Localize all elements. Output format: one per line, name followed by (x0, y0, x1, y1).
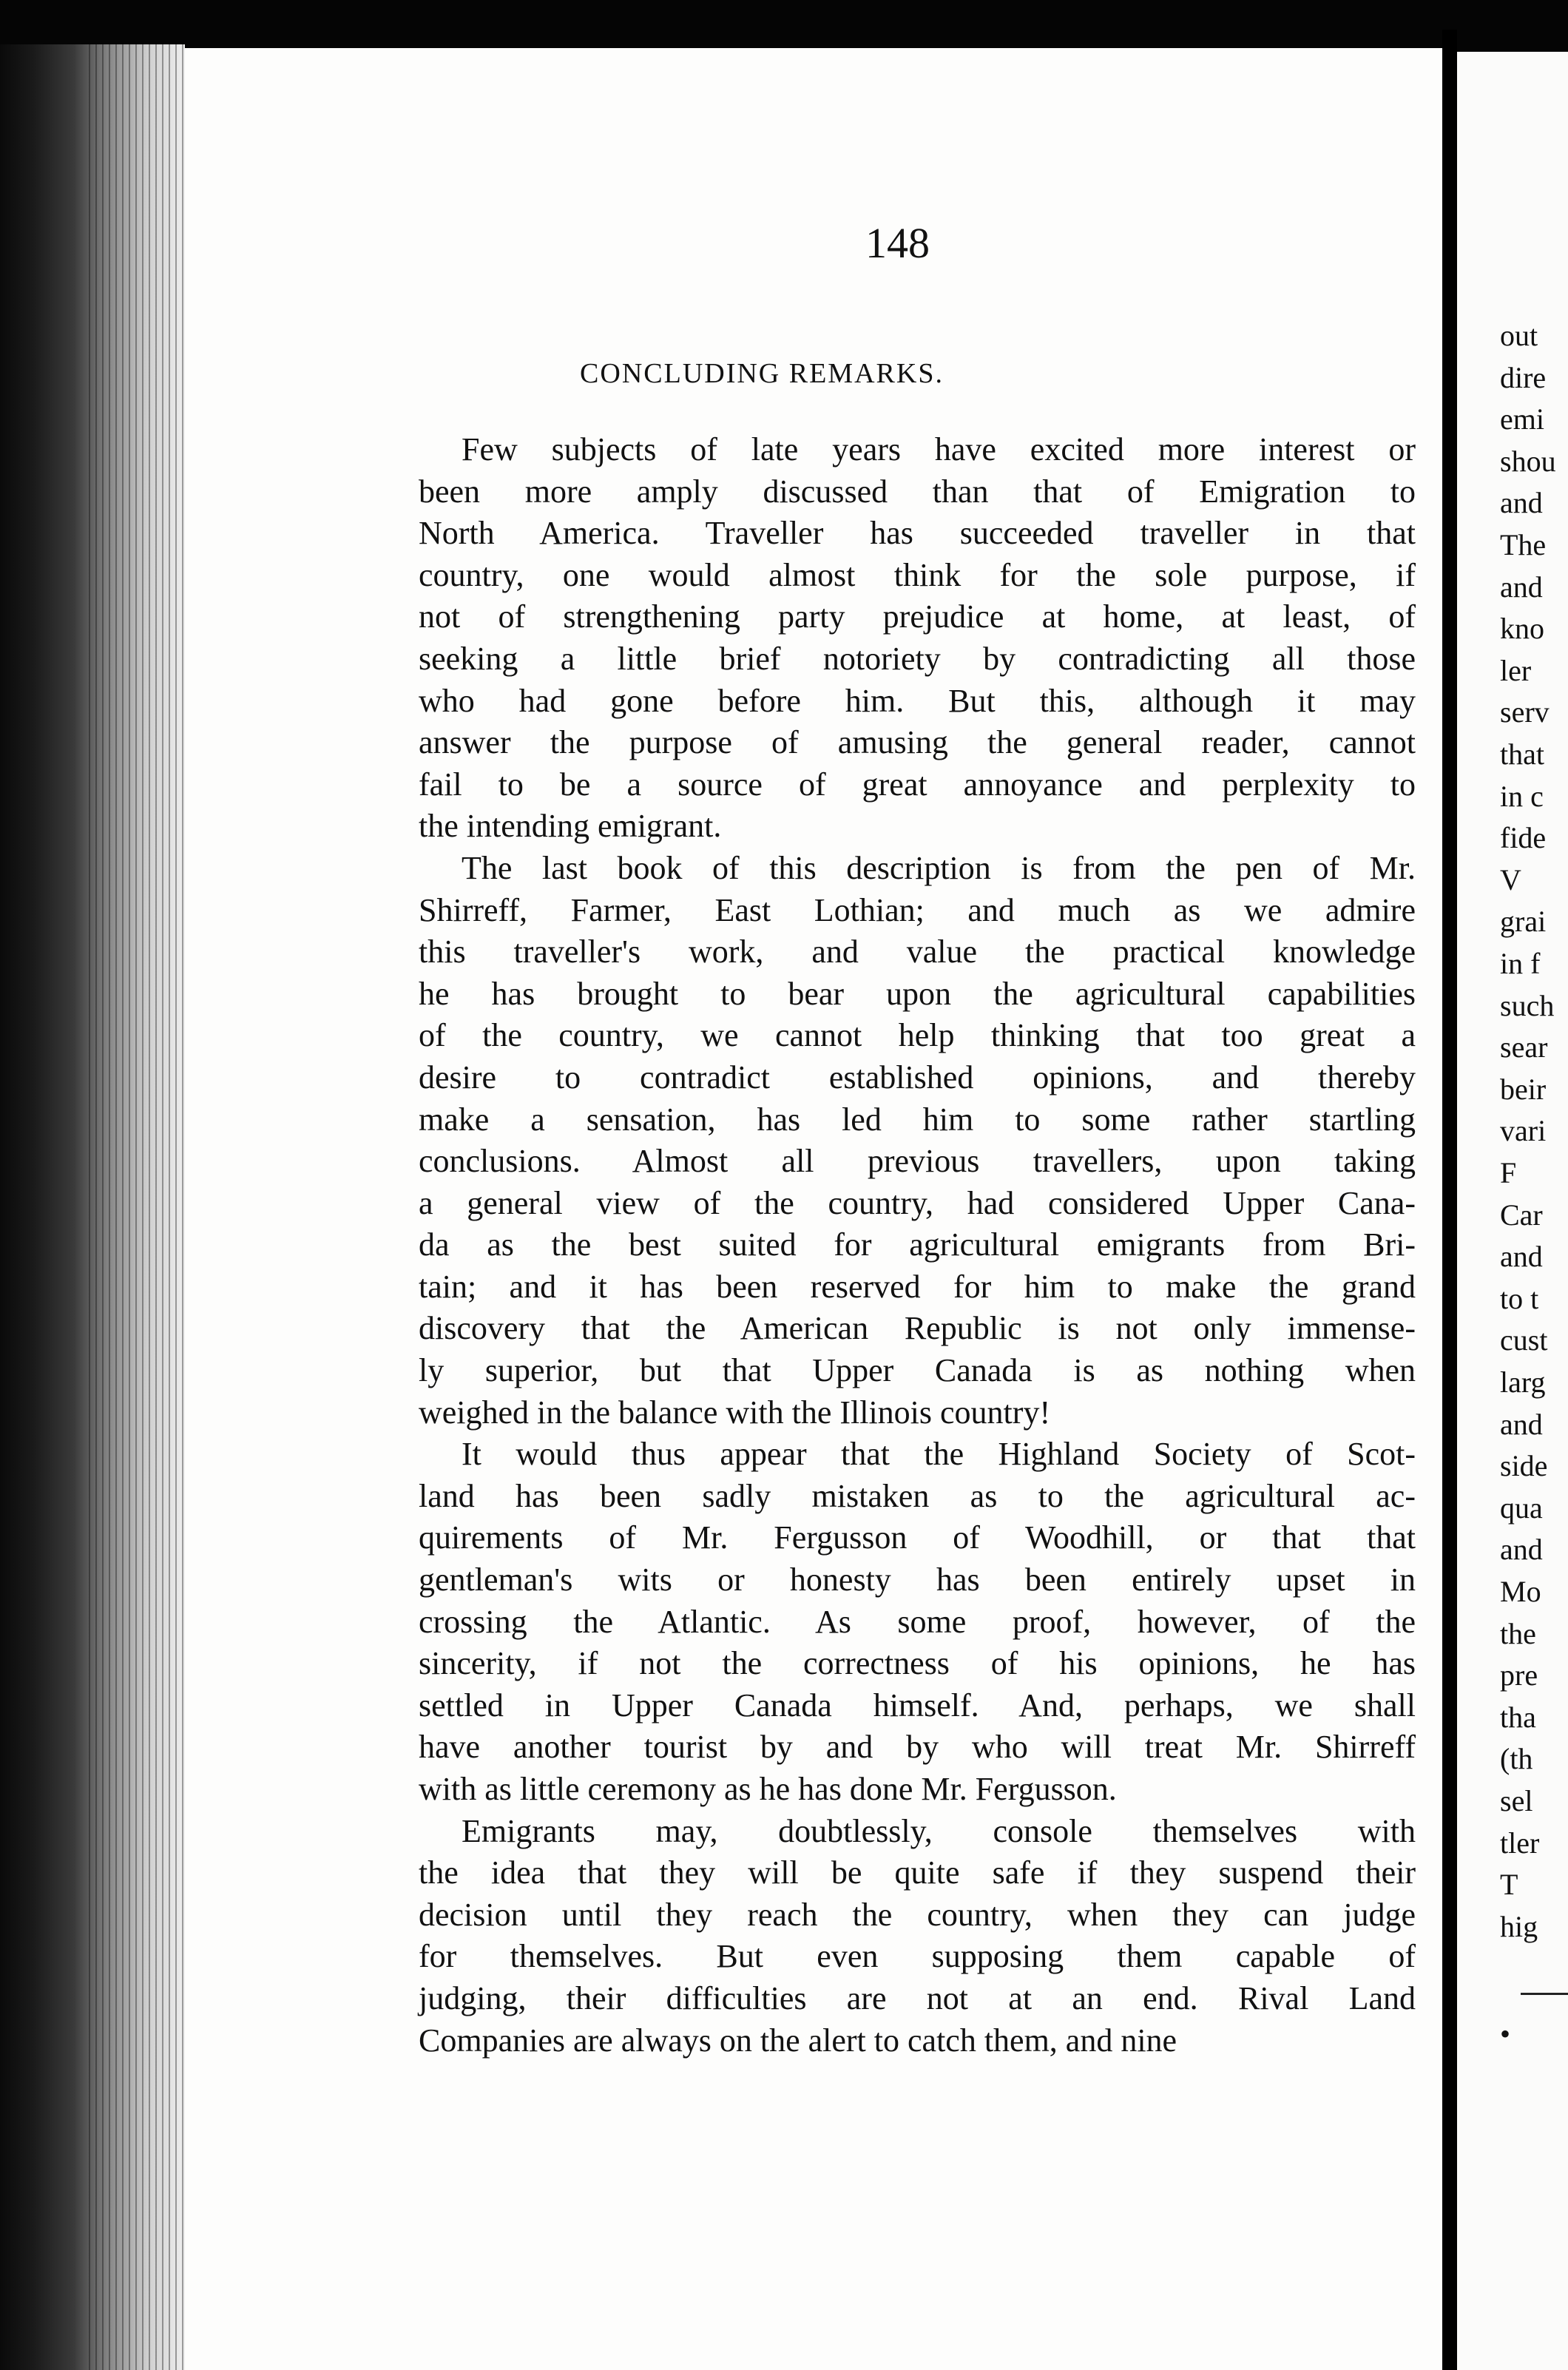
body-text (419, 429, 1416, 2062)
next-page-line-fragment: that (1500, 737, 1544, 771)
next-page-line-fragment: V (1500, 862, 1521, 897)
text-line: not of strengthening party prejudice at home, at least, of (419, 598, 1416, 635)
next-page-line-fragment: out (1500, 319, 1538, 352)
paragraph (419, 1811, 1416, 2062)
text-line: It would thus appear that the Highland Society of Scot- (462, 1436, 1416, 1473)
next-page-line-fragment: (th (1500, 1742, 1533, 1776)
next-page-line-fragment: and (1500, 1240, 1543, 1274)
text-line: the intending emigrant. (419, 808, 722, 845)
paragraph (419, 1434, 1416, 1810)
text-line: who had gone before him. But this, although it may (419, 682, 1416, 719)
text-line: this traveller's work, and value the practical knowledge (419, 934, 1416, 970)
next-page-line-fragment: and (1500, 570, 1543, 604)
next-page-line-fragment: tha (1500, 1700, 1536, 1734)
next-page-line-fragment: larg (1500, 1365, 1546, 1399)
next-page-line-fragment: tler (1500, 1826, 1540, 1860)
paragraph (419, 848, 1416, 1434)
next-page-line-fragment: serv (1500, 695, 1550, 729)
text-line: Shirreff, Farmer, East Lothian; and much as we admire (419, 891, 1416, 928)
next-page-line-fragment: side (1500, 1449, 1548, 1483)
next-page-line-fragment: • (1500, 2017, 1511, 2050)
text-line: crossing the Atlantic. As some proof, however, of the (419, 1603, 1416, 1640)
paragraph (419, 429, 1416, 848)
next-page-line-fragment: such (1500, 988, 1555, 1022)
right-page-fragment (1457, 52, 1568, 2370)
text-line: answer the purpose of amusing the general reader, cannot (419, 724, 1416, 761)
text-line: the idea that they will be quite safe if they suspend their (419, 1854, 1416, 1891)
next-page-line-fragment: qua (1500, 1490, 1543, 1525)
text-line: of the country, we cannot help thinking that too great a (419, 1017, 1416, 1054)
next-page-line-fragment: vari (1500, 1114, 1547, 1148)
next-page-line-fragment: and (1500, 486, 1543, 520)
text-line: have another tourist by and by who will treat Mr. Shirreff (419, 1729, 1416, 1766)
text-line: judging, their difficulties are not at an end. Rival Land (419, 1979, 1416, 2016)
text-line: Few subjects of late years have excited more interest or (462, 431, 1416, 467)
text-line: conclusions. Almost all previous travellers, upon taking (419, 1143, 1416, 1180)
text-line: fail to be a source of great annoyance and perplexity to (419, 766, 1416, 803)
next-page-line-fragment: ler (1500, 653, 1532, 687)
text-line: decision until they reach the country, when they can judge (419, 1896, 1416, 1933)
next-page-line-fragment: and (1500, 1407, 1543, 1441)
page-edges (89, 44, 185, 2370)
text-line: settled in Upper Canada himself. And, perhaps, we shall (419, 1687, 1416, 1724)
next-page-line-fragment: sear (1500, 1030, 1548, 1064)
next-page-line-fragment: and (1500, 1533, 1543, 1567)
text-line: for themselves. But even supposing them capable of (419, 1938, 1416, 1975)
text-line: discovery that the American Republic is not only immense- (419, 1310, 1416, 1347)
text-line: tain; and it has been reserved for him to make the grand (419, 1268, 1416, 1305)
text-line: he has brought to bear upon the agricultural capabilities (419, 975, 1416, 1012)
section-heading: CONCLUDING REMARKS. (580, 358, 944, 389)
text-line: The last book of this description is from the pen of Mr. (462, 849, 1416, 886)
gutter (1442, 30, 1457, 2370)
text-line: a general view of the country, had considered Upper Cana- (419, 1184, 1416, 1221)
next-page-line-fragment: pre (1500, 1658, 1538, 1692)
next-page-line-fragment: to t (1500, 1281, 1539, 1315)
page-number: 148 (865, 219, 930, 267)
next-page-line-fragment: in f (1500, 947, 1541, 980)
next-page-line-fragment: beir (1500, 1072, 1547, 1106)
text-line: da as the best suited for agricultural emigrants from Bri- (419, 1226, 1416, 1263)
next-page-line-fragment: hig (1500, 1909, 1538, 1943)
next-page-line-fragment: the (1500, 1616, 1536, 1650)
text-line: gentleman's wits or honesty has been entirely upset in (419, 1562, 1416, 1598)
text-line: land has been sadly mistaken as to the agricultural ac- (419, 1477, 1416, 1514)
next-page-line-fragment: T (1500, 1868, 1518, 1902)
text-line: sincerity, if not the correctness of his opinions, he has (419, 1645, 1416, 1682)
next-page-line-fragment: The (1500, 528, 1547, 561)
text-line: weighed in the balance with the Illinois country! (419, 1394, 1051, 1431)
footnote-rule (1521, 1993, 1568, 1995)
text-line: been more amply discussed than that of Emigration to (419, 473, 1416, 510)
next-page-line-fragment: fide (1500, 821, 1547, 855)
text-line: seeking a little brief notoriety by contradicting all those (419, 640, 1416, 677)
next-page-line-fragment: grai (1500, 905, 1547, 939)
text-line: quirements of Mr. Fergusson of Woodhill, or that that (419, 1519, 1416, 1556)
text-line: desire to contradict established opinions, and thereby (419, 1059, 1416, 1095)
next-page-line-fragment: F (1500, 1156, 1517, 1189)
next-page-line-fragment: kno (1500, 612, 1544, 646)
text-line: Companies are always on the alert to catch them, and nine (419, 2022, 1177, 2059)
next-page-line-fragment: in c (1500, 779, 1544, 813)
next-page-line-fragment: dire (1500, 360, 1547, 394)
next-page-line-fragment: sel (1500, 1784, 1533, 1817)
next-page-line-fragment: shou (1500, 444, 1556, 478)
text-line: Emigrants may, doubtlessly, console themselves with (462, 1812, 1416, 1849)
next-page-line-fragment: Car (1500, 1198, 1543, 1232)
next-page-line-fragment: cust (1500, 1323, 1548, 1357)
text-line: make a sensation, has led him to some rather startling (419, 1101, 1416, 1138)
text-line: ly superior, but that Upper Canada is as nothing when (419, 1352, 1416, 1389)
text-line: with as little ceremony as he has done Mr. Fergusson. (419, 1771, 1117, 1807)
next-page-line-fragment: emi (1500, 402, 1544, 436)
next-page-line-fragment: Mo (1500, 1575, 1541, 1608)
text-line: North America. Traveller has succeeded traveller in that (419, 515, 1416, 552)
text-line: country, one would almost think for the sole purpose, if (419, 556, 1416, 593)
